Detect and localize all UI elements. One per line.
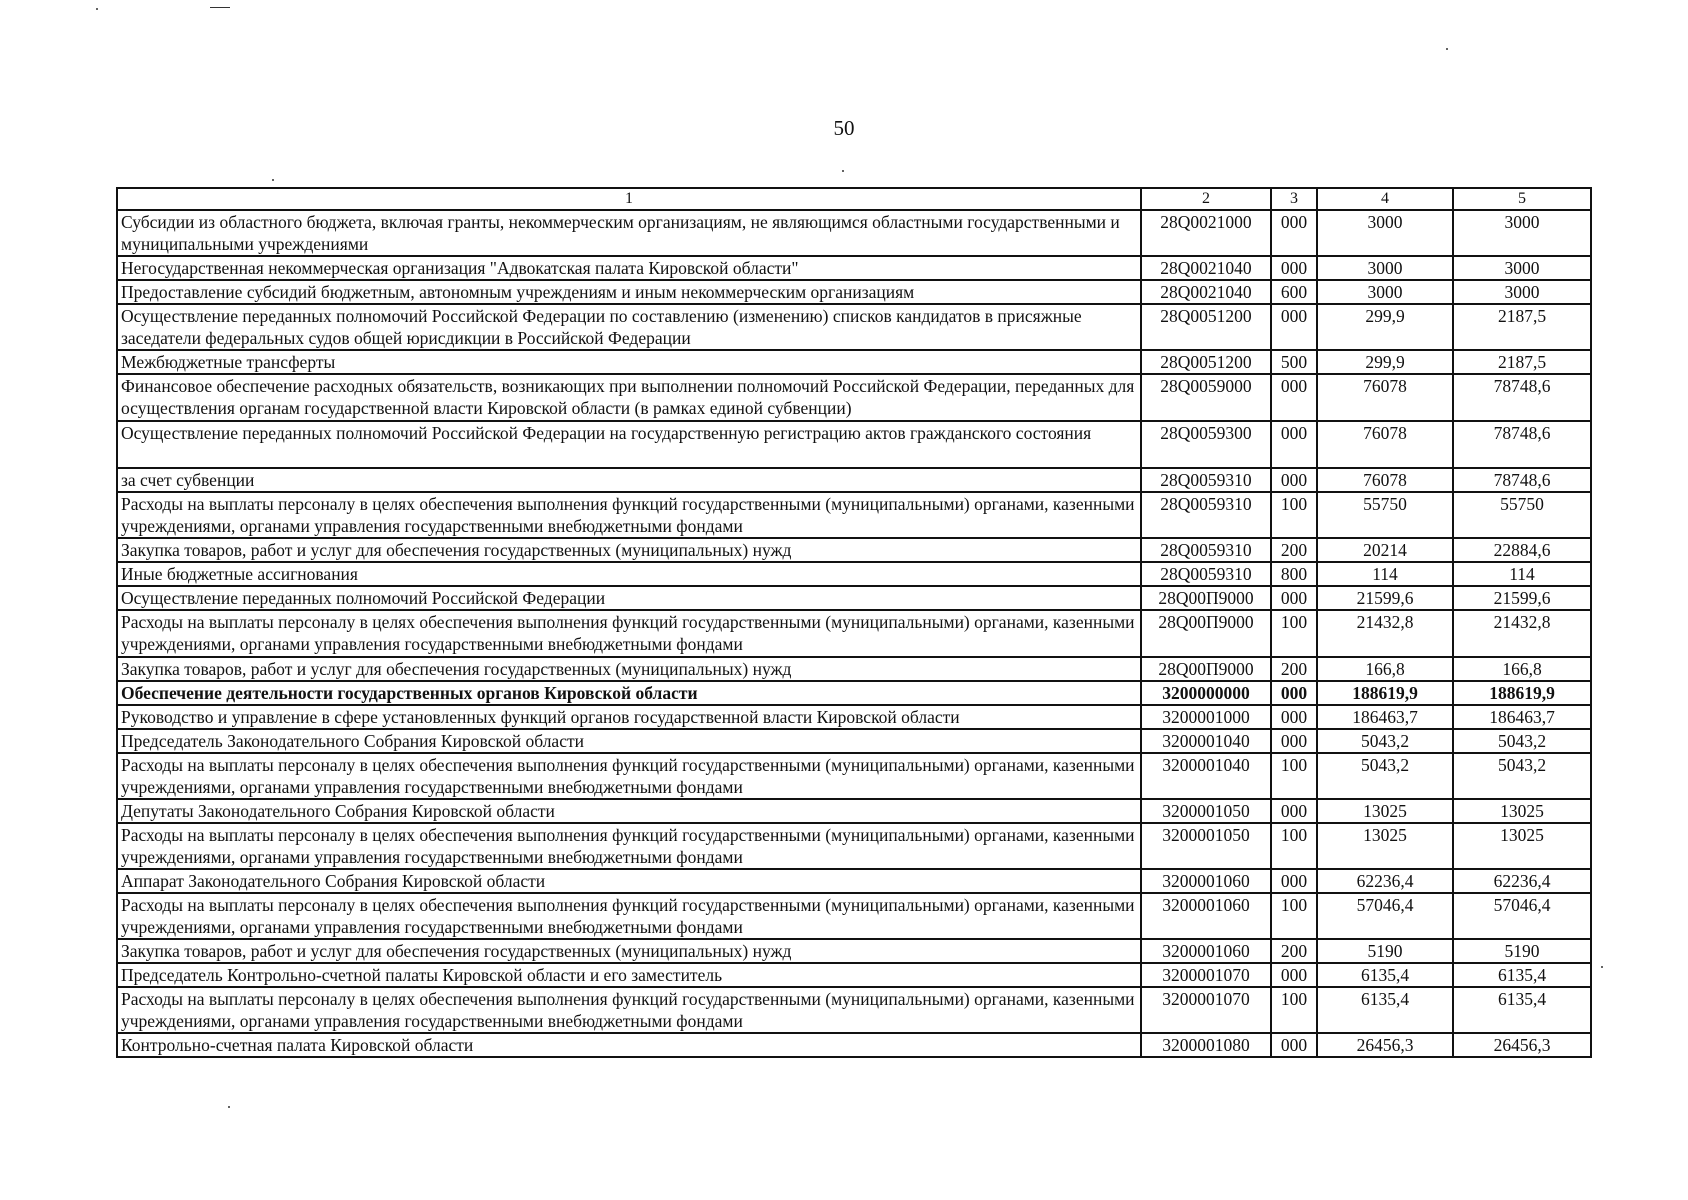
- row-name: Негосударственная некоммерческая организация "Адвокатская палата Кировской области": [117, 256, 1141, 280]
- table-row: [117, 1033, 1591, 1057]
- scan-speck: [272, 179, 274, 181]
- scan-speck: [1601, 966, 1603, 968]
- row-value-4: 21599,6: [1317, 586, 1453, 610]
- row-code: 28Q0021040: [1141, 280, 1271, 304]
- row-code: 28Q0021040: [1141, 256, 1271, 280]
- row-value-4: 55750: [1317, 492, 1453, 538]
- row-value-4: 62236,4: [1317, 869, 1453, 893]
- row-code: 3200001050: [1141, 823, 1271, 869]
- row-value-5: 13025: [1453, 823, 1591, 869]
- row-name: Иные бюджетные ассигнования: [117, 562, 1141, 586]
- table-row: [117, 374, 1591, 421]
- row-type: 200: [1271, 538, 1317, 562]
- row-value-5: 5190: [1453, 939, 1591, 963]
- row-code: 28Q0021000: [1141, 210, 1271, 256]
- row-type: 100: [1271, 987, 1317, 1033]
- row-code: 28Q00П9000: [1141, 586, 1271, 610]
- row-value-5: 78748,6: [1453, 421, 1591, 468]
- row-value-4: 3000: [1317, 210, 1453, 256]
- row-type: 000: [1271, 210, 1317, 256]
- row-value-4: 299,9: [1317, 350, 1453, 374]
- row-name: Субсидии из областного бюджета, включая гранты, некоммерческим организациям, не являющимся областными государственными и муниципальными учреждениями: [117, 210, 1141, 256]
- row-name: Закупка товаров, работ и услуг для обеспечения государственных (муниципальных) нужд: [117, 657, 1141, 681]
- row-value-4: 21432,8: [1317, 610, 1453, 657]
- row-value-5: 188619,9: [1453, 681, 1591, 705]
- table-row: [117, 681, 1591, 705]
- row-value-5: 22884,6: [1453, 538, 1591, 562]
- table-row: [117, 963, 1591, 987]
- row-name: Расходы на выплаты персоналу в целях обеспечения выполнения функций государственными (муниципальными) органами, казенными учреждениями, органами управления государственными внебюджетными фондами: [117, 987, 1141, 1033]
- row-name: Закупка товаров, работ и услуг для обеспечения государственных (муниципальных) нужд: [117, 939, 1141, 963]
- row-name: Закупка товаров, работ и услуг для обеспечения государственных (муниципальных) нужд: [117, 538, 1141, 562]
- row-name: Руководство и управление в сфере установленных функций органов государственной власти Кировской области: [117, 705, 1141, 729]
- row-value-4: 20214: [1317, 538, 1453, 562]
- row-name: Финансовое обеспечение расходных обязательств, возникающих при выполнении полномочий Российской Федерации, переданных для осуществления органам государственной власти Кировской области (в рамках единой субвенции): [117, 374, 1141, 421]
- row-name: Расходы на выплаты персоналу в целях обеспечения выполнения функций государственными (муниципальными) органами, казенными учреждениями, органами управления государственными внебюджетными фондами: [117, 610, 1141, 657]
- row-type: 000: [1271, 705, 1317, 729]
- row-type: 100: [1271, 823, 1317, 869]
- header-col-1: 1: [117, 188, 1141, 210]
- row-code: 3200001050: [1141, 799, 1271, 823]
- row-type: 100: [1271, 753, 1317, 799]
- table-row: [117, 869, 1591, 893]
- row-value-4: 3000: [1317, 280, 1453, 304]
- row-value-4: 76078: [1317, 468, 1453, 492]
- row-value-5: 62236,4: [1453, 869, 1591, 893]
- row-type: 600: [1271, 280, 1317, 304]
- table-row: [117, 939, 1591, 963]
- row-value-4: 5043,2: [1317, 753, 1453, 799]
- table-row: [117, 729, 1591, 753]
- row-code: 28Q0059310: [1141, 492, 1271, 538]
- scan-speck: [96, 8, 98, 10]
- row-value-5: 57046,4: [1453, 893, 1591, 939]
- row-code: 3200001060: [1141, 939, 1271, 963]
- row-value-5: 114: [1453, 562, 1591, 586]
- row-value-5: 5043,2: [1453, 753, 1591, 799]
- row-value-4: 166,8: [1317, 657, 1453, 681]
- row-type: 000: [1271, 256, 1317, 280]
- row-code: 3200001060: [1141, 893, 1271, 939]
- row-value-5: 3000: [1453, 280, 1591, 304]
- row-name: Председатель Законодательного Собрания Кировской области: [117, 729, 1141, 753]
- header-col-4: 4: [1317, 188, 1453, 210]
- header-col-2: 2: [1141, 188, 1271, 210]
- row-type: 000: [1271, 1033, 1317, 1057]
- row-value-5: 3000: [1453, 210, 1591, 256]
- row-type: 200: [1271, 657, 1317, 681]
- table-row: [117, 350, 1591, 374]
- row-value-5: 78748,6: [1453, 374, 1591, 421]
- row-type: 500: [1271, 350, 1317, 374]
- row-name: Председатель Контрольно-счетной палаты Кировской области и его заместитель: [117, 963, 1141, 987]
- page-number: 50: [833, 116, 855, 140]
- scan-speck: [842, 170, 844, 172]
- scan-speck: [1446, 48, 1448, 50]
- row-value-4: 3000: [1317, 256, 1453, 280]
- row-value-4: 5043,2: [1317, 729, 1453, 753]
- header-col-3: 3: [1271, 188, 1317, 210]
- row-type: 000: [1271, 799, 1317, 823]
- row-type: 100: [1271, 610, 1317, 657]
- table-row: [117, 987, 1591, 1033]
- row-type: 000: [1271, 304, 1317, 350]
- table-row: [117, 468, 1591, 492]
- row-value-4: 76078: [1317, 374, 1453, 421]
- row-value-5: 166,8: [1453, 657, 1591, 681]
- row-name: Предоставление субсидий бюджетным, автономным учреждениям и иным некоммерческим организациям: [117, 280, 1141, 304]
- table-row: [117, 586, 1591, 610]
- row-name: Осуществление переданных полномочий Российской Федерации по составлению (изменению) списков кандидатов в присяжные заседатели федеральных судов общей юрисдикции в Российской Федерации: [117, 304, 1141, 350]
- table-row: [117, 610, 1591, 657]
- row-value-4: 13025: [1317, 823, 1453, 869]
- row-value-5: 21599,6: [1453, 586, 1591, 610]
- row-value-4: 188619,9: [1317, 681, 1453, 705]
- row-type: 000: [1271, 468, 1317, 492]
- scan-speck: [228, 1106, 230, 1108]
- row-name: Расходы на выплаты персоналу в целях обеспечения выполнения функций государственными (муниципальными) органами, казенными учреждениями, органами управления государственными внебюджетными фондами: [117, 823, 1141, 869]
- row-name: Обеспечение деятельности государственных органов Кировской области: [117, 681, 1141, 705]
- row-name: Аппарат Законодательного Собрания Кировской области: [117, 869, 1141, 893]
- table-row: [117, 705, 1591, 729]
- row-value-5: 186463,7: [1453, 705, 1591, 729]
- row-type: 800: [1271, 562, 1317, 586]
- row-value-4: 299,9: [1317, 304, 1453, 350]
- table-header: [117, 188, 1591, 210]
- row-value-4: 114: [1317, 562, 1453, 586]
- row-type: 000: [1271, 869, 1317, 893]
- row-name: Расходы на выплаты персоналу в целях обеспечения выполнения функций государственными (муниципальными) органами, казенными учреждениями, органами управления государственными внебюджетными фондами: [117, 753, 1141, 799]
- header-row: [117, 188, 1591, 210]
- row-value-5: 26456,3: [1453, 1033, 1591, 1057]
- row-code: 3200001040: [1141, 753, 1271, 799]
- row-code: 3200001070: [1141, 963, 1271, 987]
- row-code: 28Q0059000: [1141, 374, 1271, 421]
- row-value-4: 26456,3: [1317, 1033, 1453, 1057]
- row-code: 3200000000: [1141, 681, 1271, 705]
- row-value-5: 78748,6: [1453, 468, 1591, 492]
- row-code: 28Q0059310: [1141, 538, 1271, 562]
- row-value-5: 55750: [1453, 492, 1591, 538]
- row-value-5: 2187,5: [1453, 350, 1591, 374]
- row-code: 3200001060: [1141, 869, 1271, 893]
- table-row: [117, 893, 1591, 939]
- table-row: [117, 304, 1591, 350]
- row-name: Контрольно-счетная палата Кировской области: [117, 1033, 1141, 1057]
- row-code: 3200001080: [1141, 1033, 1271, 1057]
- header-col-5: 5: [1453, 188, 1591, 210]
- table-row: [117, 753, 1591, 799]
- table-row: [117, 823, 1591, 869]
- row-value-4: 13025: [1317, 799, 1453, 823]
- row-name: Депутаты Законодательного Собрания Кировской области: [117, 799, 1141, 823]
- row-type: 000: [1271, 421, 1317, 468]
- table-row: [117, 421, 1591, 468]
- table-row: [117, 280, 1591, 304]
- row-value-4: 5190: [1317, 939, 1453, 963]
- row-value-4: 6135,4: [1317, 963, 1453, 987]
- table-body: [117, 210, 1591, 1057]
- row-name: за счет субвенции: [117, 468, 1141, 492]
- row-value-5: 21432,8: [1453, 610, 1591, 657]
- row-code: 28Q00П9000: [1141, 610, 1271, 657]
- row-type: 000: [1271, 374, 1317, 421]
- row-type: 200: [1271, 939, 1317, 963]
- row-code: 3200001040: [1141, 729, 1271, 753]
- row-value-5: 5043,2: [1453, 729, 1591, 753]
- row-value-4: 186463,7: [1317, 705, 1453, 729]
- table-row: [117, 256, 1591, 280]
- row-name: Расходы на выплаты персоналу в целях обеспечения выполнения функций государственными (муниципальными) органами, казенными учреждениями, органами управления государственными внебюджетными фондами: [117, 492, 1141, 538]
- table-row: [117, 538, 1591, 562]
- scan-speck: [210, 7, 230, 8]
- row-code: 28Q0059310: [1141, 562, 1271, 586]
- table-row: [117, 492, 1591, 538]
- row-code: 28Q00П9000: [1141, 657, 1271, 681]
- row-type: 000: [1271, 729, 1317, 753]
- row-value-5: 13025: [1453, 799, 1591, 823]
- table-row: [117, 657, 1591, 681]
- row-type: 000: [1271, 586, 1317, 610]
- table-row: [117, 799, 1591, 823]
- row-type: 000: [1271, 963, 1317, 987]
- row-value-5: 3000: [1453, 256, 1591, 280]
- row-type: 000: [1271, 681, 1317, 705]
- row-code: 3200001000: [1141, 705, 1271, 729]
- row-value-4: 6135,4: [1317, 987, 1453, 1033]
- row-code: 28Q0059300: [1141, 421, 1271, 468]
- row-name: Осуществление переданных полномочий Российской Федерации: [117, 586, 1141, 610]
- table-row: [117, 562, 1591, 586]
- table-row: [117, 210, 1591, 256]
- row-name: Межбюджетные трансферты: [117, 350, 1141, 374]
- row-value-5: 6135,4: [1453, 963, 1591, 987]
- row-type: 100: [1271, 492, 1317, 538]
- row-code: 28Q0059310: [1141, 468, 1271, 492]
- row-value-5: 2187,5: [1453, 304, 1591, 350]
- row-value-5: 6135,4: [1453, 987, 1591, 1033]
- budget-table: [116, 187, 1592, 1058]
- row-code: 28Q0051200: [1141, 350, 1271, 374]
- row-code: 28Q0051200: [1141, 304, 1271, 350]
- row-name: Осуществление переданных полномочий Российской Федерации на государственную регистрацию актов гражданского состояния: [117, 421, 1141, 468]
- row-type: 100: [1271, 893, 1317, 939]
- row-value-4: 57046,4: [1317, 893, 1453, 939]
- row-name: Расходы на выплаты персоналу в целях обеспечения выполнения функций государственными (муниципальными) органами, казенными учреждениями, органами управления государственными внебюджетными фондами: [117, 893, 1141, 939]
- row-code: 3200001070: [1141, 987, 1271, 1033]
- row-value-4: 76078: [1317, 421, 1453, 468]
